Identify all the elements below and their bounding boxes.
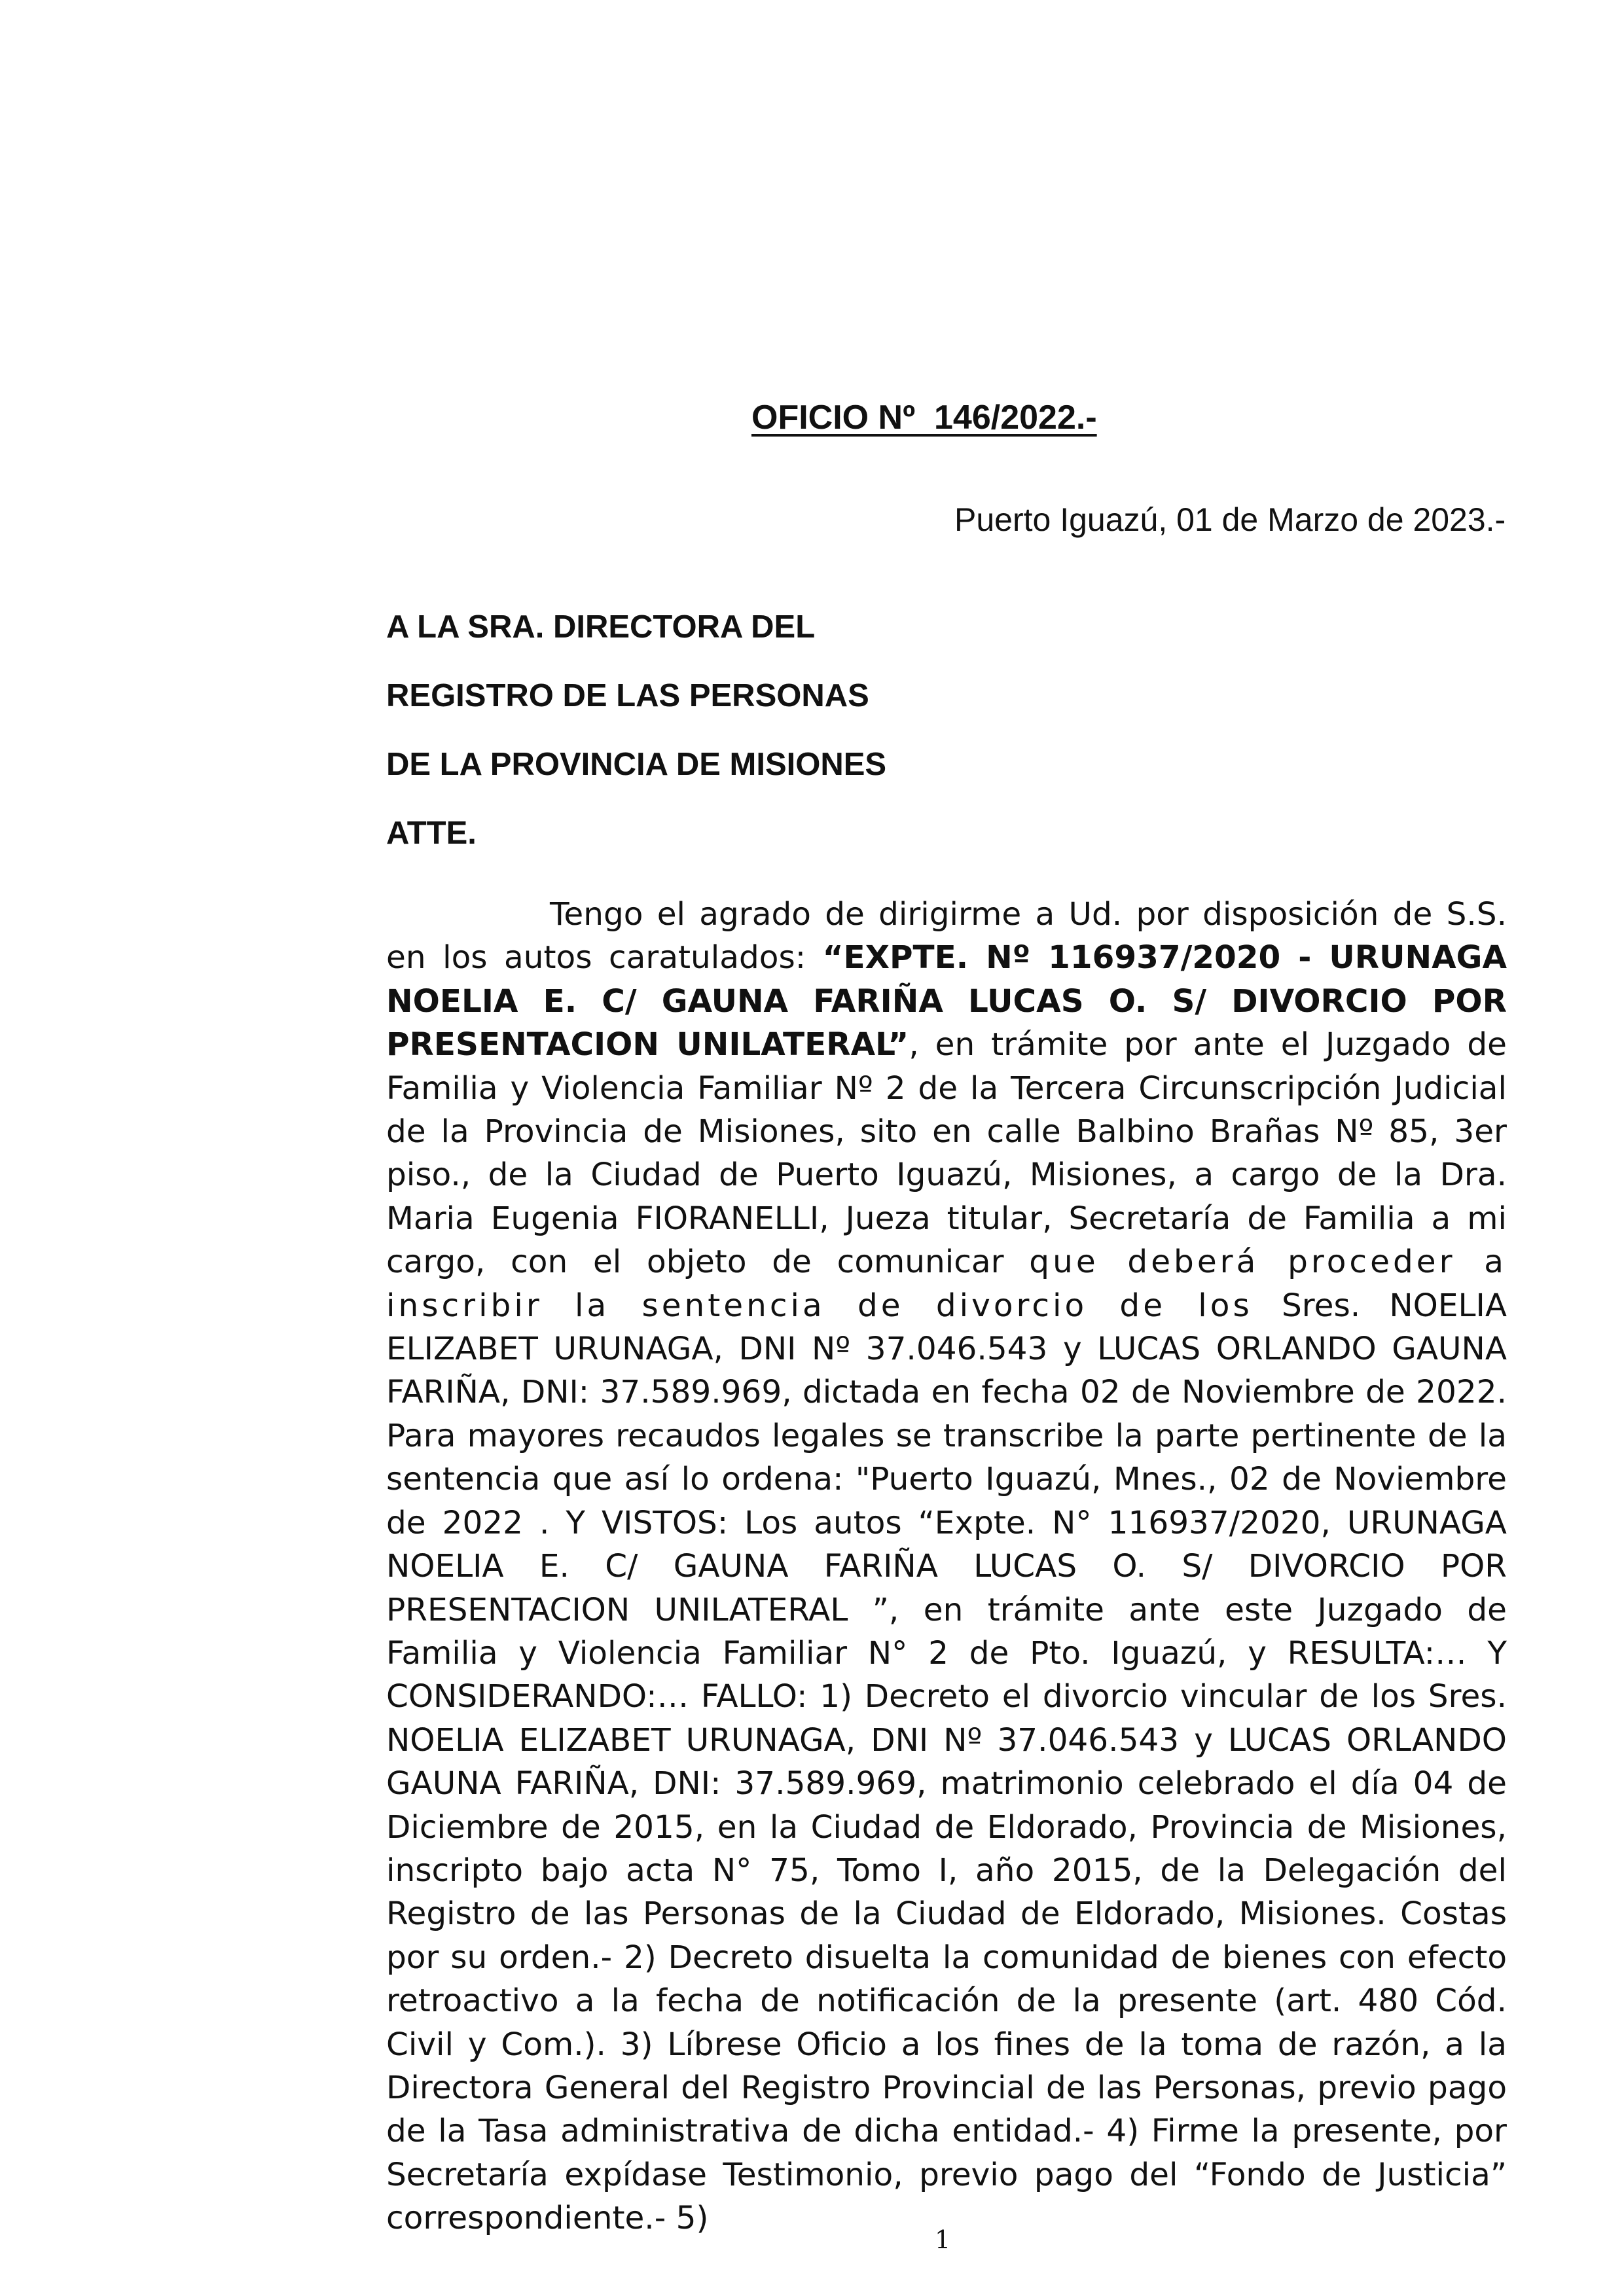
- case-title: “EXPTE. Nº 116937/2020 - URUNAGA NOELIA E. C/ GAUNA FARIÑA LUCAS O. S/ DIVORCIO POR PRESENTACION UNILATERAL”: [386, 939, 1507, 1064]
- addressee-line-2: REGISTRO DE LAS PERSONAS: [386, 678, 869, 713]
- page-number: 1: [935, 2225, 951, 2254]
- addressee-line-1: A LA SRA. DIRECTORA DEL: [386, 609, 816, 645]
- addressee-line-4: ATTE.: [386, 816, 477, 851]
- court-text: , en trámite por ante el Juzgado de Familia y Violencia Familiar Nº 2 de la Tercera Circunscripción Judicial de la Provincia de Misiones, sito en calle Balbino Brañas Nº 85, 3er piso., de la Ciudad de Puerto Iguazú, Misiones, a cargo de la Dra. Maria Eugenia FIORANELLI, Jueza titular, Secretaría de Familia a mi cargo, con el objeto de comunicar: [386, 1026, 1507, 1281]
- document-title: OFICIO Nº 146/2022.-: [751, 399, 1097, 437]
- spaced-text: que deberá proceder a inscribir la sentencia de divorcio de los: [386, 1244, 1507, 1324]
- intro-text: Tengo el agrado de dirigirme a Ud. por disposición de S.S. en los autos caratulados:: [386, 896, 1507, 977]
- ruling-text: Sres. NOELIA ELIZABET URUNAGA, DNI Nº 37.046.543 y LUCAS ORLANDO GAUNA FARIÑA, DNI: 37.589.969, dictada en fecha 02 de Noviembre de 2022. Para mayores recaudos legales se transcribe la parte pertinente de la sentencia que así lo ordena: "Puerto Iguazú, Mnes., 02 de Noviembre de 2022 . Y VISTOS: Los autos “Expte. N° 116937/2020, URUNAGA NOELIA E. C/ GAUNA FARIÑA LUCAS O. S/ DIVORCIO POR PRESENTACION UNILATERAL ”, en trámite ante este Juzgado de Familia y Violencia Familiar N° 2 de Pto. Iguazú, y RESULTA:… Y CONSIDERANDO:… FALLO: 1) Decreto el divorcio vincular de los Sres. NOELIA ELIZABET URUNAGA, DNI Nº 37.046.543 y LUCAS ORLANDO GAUNA FARIÑA, DNI: 37.589.969, matrimonio celebrado el día 04 de Diciembre de 2015, en la Ciudad de Eldorado, Provincia de Misiones, inscripto bajo acta N° 75, Tomo I, año 2015, de la Delegación del Registro de las Personas de la Ciudad de Eldorado, Misiones. Costas por su orden.- 2) Decreto disuelta la comunidad de bienes con efecto retroactivo a la fecha de notificación de la presente (art. 480 Cód. Civil y Com.). 3) Líbrese Oficio a los fines de la toma de razón, a la Directora General del Registro Provincial de las Personas, previo pago de la Tasa administrativa de dicha entidad.- 4) Firme la presente, por Secretaría expídase Testimonio, previo pago del “Fondo de Justicia” correspondiente.- 5): [386, 1287, 1507, 2237]
- body-paragraph: [386, 893, 1507, 2240]
- place-and-date: Puerto Iguazú, 01 de Marzo de 2023.-: [954, 501, 1506, 538]
- addressee-line-3: DE LA PROVINCIA DE MISIONES: [386, 747, 887, 782]
